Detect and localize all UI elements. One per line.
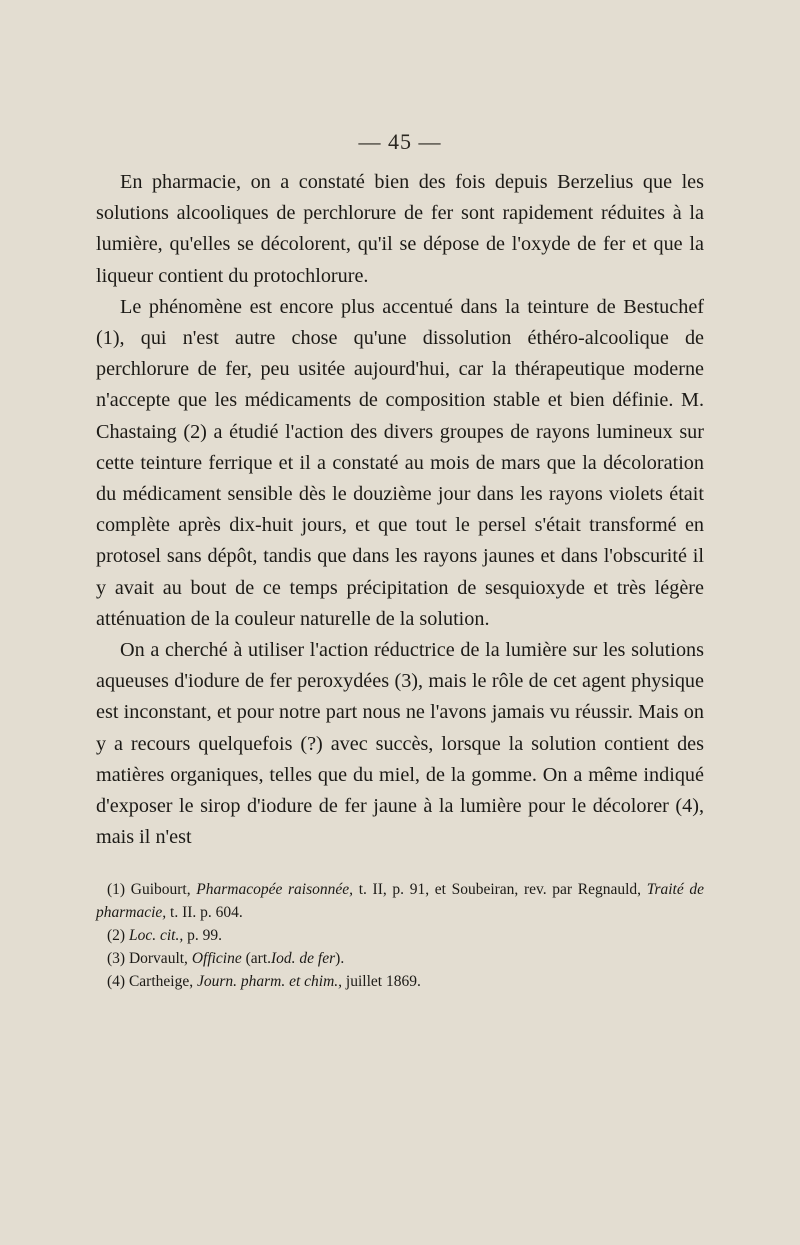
footnote-text: Dorvault, xyxy=(128,950,188,967)
footnote-text: juillet 1869. xyxy=(345,973,421,990)
footnote-title: Pharmacopée raisonnée, xyxy=(196,881,354,898)
page-number: — 45 — xyxy=(358,129,442,154)
footnote-text: ). xyxy=(335,950,345,967)
footnote-title: Officine xyxy=(191,950,242,967)
footnote-title: Iod. de fer xyxy=(271,950,336,967)
footnote-3 xyxy=(96,947,704,970)
footnote-4 xyxy=(96,970,704,993)
footnote-text: Cartheige, xyxy=(128,973,194,990)
footnote-text: t. II, p. 91, et Soubeiran, rev. par Regnauld, xyxy=(358,881,642,898)
footnote-marker: (2) xyxy=(107,927,126,944)
footnote-marker: (3) xyxy=(107,950,126,967)
footnote-marker: (4) xyxy=(107,973,126,990)
paragraph-3: On a cherché à utiliser l'action réductrice de la lumière sur les solutions aqueuses d'iodure de fer peroxydées (3), mais le rôle de cet agent physique est inconstant, et pour notre part nous ne l'avons jamais vu réussir. Mais on y a recours quelquefois (?) avec succès, lorsque la solution contient des matières organiques, telles que du miel, de la gomme. On a même indiqué d'exposer le sirop d'iodure de fer jaune à la lumière pour le décolorer (4), mais il n'est xyxy=(96,639,704,849)
footnote-2 xyxy=(96,924,704,947)
paragraph-1: En pharmacie, on a constaté bien des fois depuis Berzelius que les solutions alcooliques de perchlorure de fer sont rapidement réduites à la lumière, qu'elles se décolorent, qu'il se dépose de l'oxyde de fer et que la liqueur contient du protochlorure. xyxy=(96,171,704,287)
footnote-1 xyxy=(96,878,704,924)
footnote-marker: (1) xyxy=(107,881,126,898)
footnote-title: Traité de pharmacie, xyxy=(96,881,705,921)
footnote-text: t. II. p. 604. xyxy=(170,904,243,921)
footnote-text: p. 99. xyxy=(187,927,222,944)
footnote-title: Journ. pharm. et chim., xyxy=(196,973,343,990)
body-text xyxy=(96,167,704,853)
footnote-title: Loc. cit., xyxy=(128,927,184,944)
paragraph-2: Le phénomène est encore plus accentué dans la teinture de Bestuchef (1), qui n'est autre chose qu'une dissolution éthéro-alcoolique de perchlorure de fer, peu usitée aujourd'hui, car la thérapeutique moderne n'accepte que les médicaments de composition stable et bien définie. M. Chastaing (2) a étudié l'action des divers groupes de rayons lumineux sur cette teinture ferrique et il a constaté au mois de mars que la décoloration du médicament sensible dès le douzième jour dans les rayons violets était complète après dix-huit jours, et que tout le persel s'était transformé en protosel sans dépôt, tandis que dans les rayons jaunes et dans l'obscurité il y avait au bout de ce temps précipitation de sesquioxyde et très légère atténuation de la couleur naturelle de la solution. xyxy=(96,295,704,630)
footnote-text: Guibourt, xyxy=(130,881,191,898)
footnotes xyxy=(96,878,704,993)
footnote-text: (art. xyxy=(245,950,272,967)
